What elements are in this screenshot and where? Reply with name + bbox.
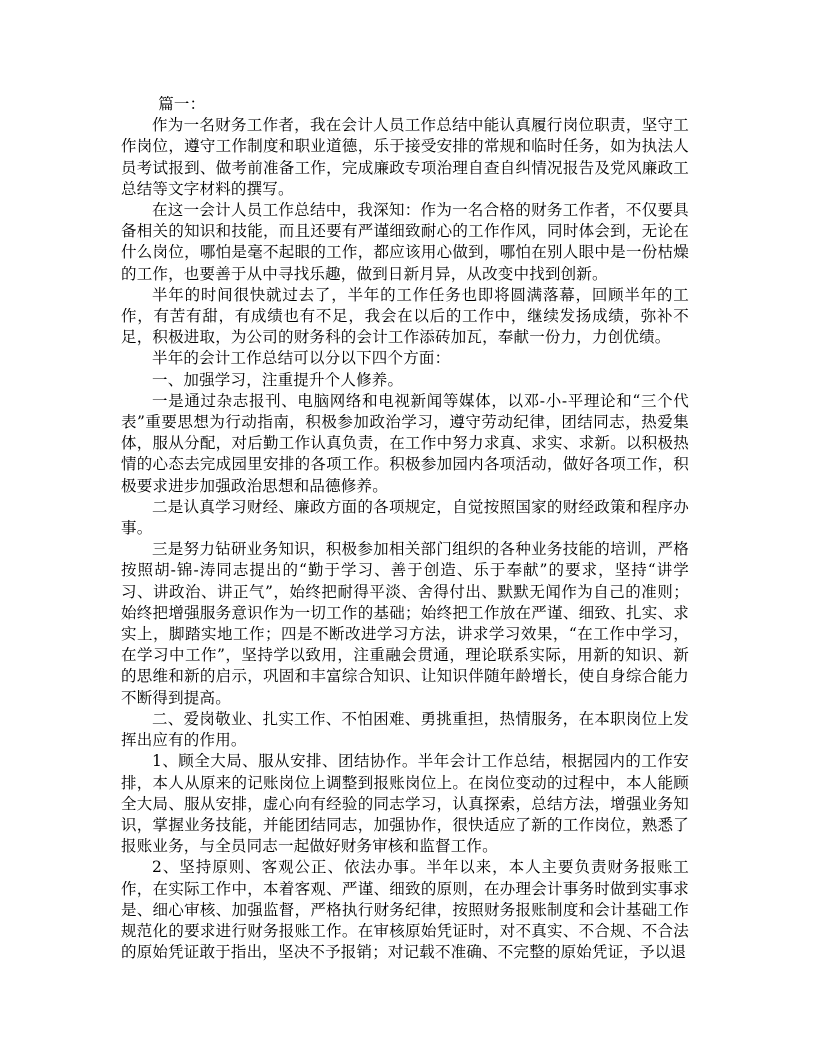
paragraph-item-two: 2、坚持原则、客观公正、依法办事。半年以来，本人主要负责财务报账工作，在实际工作中，本着客观、严谨、细致的原则，在办理会计事务时做到实事求是、细心审核、加强监督，严格执行财务纪律，按照财务报账制度和会计基础工作规范化的要求进行财务报账工作。在审核原始凭证时，对不真实、不合规、不合法的原始凭证敢于指出，坚决不予报销；对记载不准确、不完整的原始凭证，予以退 <box>121 858 689 962</box>
subheading-study: 一、加强学习，注重提升个人修养。 <box>152 370 404 389</box>
paragraph-point-two: 二是认真学习财经、廉政方面的各项规定，自觉按照国家的财经政策和程序办事。 <box>121 497 689 538</box>
paragraph-overview: 半年的会计工作总结可以分以下四个方面： <box>152 349 451 368</box>
paragraph-point-one: 一是通过杂志报刊、电脑网络和电视新闻等媒体，以邓-小-平理论和“三个代表”重要思想为行动指南，积极参加政治学习，遵守劳动纪律，团结同志，热爱集体，服从分配，对后勤工作认真负责，在工作中努力求真、求实、求新。以积极热情的心态去完成园里安排的各项工作。积极参加园内各项活动，做好各项工作，积极要求进步加强政治思想和品德修养。 <box>121 391 689 495</box>
section-heading: 篇一： <box>158 95 206 113</box>
document-body <box>121 94 689 963</box>
paragraph-item-one: 1、顾全大局、服从安排、团结协作。半年会计工作总结，根据园内的工作安排，本人从原来的记账岗位上调整到报账岗位上。在岗位变动的过程中，本人能顾全大局、服从安排，虚心向有经验的同志学习，认真探索，总结方法，增强业务知识，掌握业务技能，并能团结同志，加强协作，很快适应了新的工作岗位，熟悉了报账业务，与全员同志一起做好财务审核和监督工作。 <box>121 752 689 856</box>
paragraph-insight: 在这一会计人员工作总结中，我深知：作为一名合格的财务工作者，不仅要具备相关的知识和技能，而且还要有严谨细致耐心的工作作风，同时体会到，无论在什么岗位，哪怕是毫不起眼的工作，都应该用心做到，哪怕在别人眼中是一份枯燥的工作，也要善于从中寻找乐趣，做到日新月异，从改变中找到创新。 <box>121 201 689 283</box>
paragraph-review: 半年的时间很快就过去了，半年的工作任务也即将圆满落幕，回顾半年的工作，有苦有甜，有成绩也有不足，我会在以后的工作中，继续发扬成绩，弥补不足，积极进取，为公司的财务科的会计工作添砖加瓦，奉献一份力，力创优绩。 <box>121 285 689 347</box>
subheading-dedication: 二、爱岗敬业、扎实工作、不怕困难、勇挑重担，热情服务，在本职岗位上发挥出应有的作用。 <box>121 709 689 750</box>
paragraph-intro: 作为一名财务工作者，我在会计人员工作总结中能认真履行岗位职责，坚守工作岗位，遵守工作制度和职业道德，乐于接受安排的常规和临时任务，如为执法人员考试报到、做考前准备工作，完成廉政专项治理自查自纠情况报告及党风廉政工总结等文字材料的撰写。 <box>121 116 689 198</box>
paragraph-point-three: 三是努力钻研业务知识，积极参加相关部门组织的各种业务技能的培训，严格按照胡-锦-涛同志提出的“勤于学习、善于创造、乐于奉献”的要求，坚持“讲学习、讲政治、讲正气”，始终把耐得平淡、舍得付出、默默无闻作为自己的准则；始终把增强服务意识作为一切工作的基础；始终把工作放在严谨、细致、扎实、求实上，脚踏实地工作；四是不断改进学习方法，讲求学习效果，“在工作中学习，在学习中工作”，坚持学以致用，注重融会贯通，理论联系实际，用新的知识、新的思维和新的启示，巩固和丰富综合知识、让知识伴随年龄增长，使自身综合能力不断得到提高。 <box>121 540 689 707</box>
